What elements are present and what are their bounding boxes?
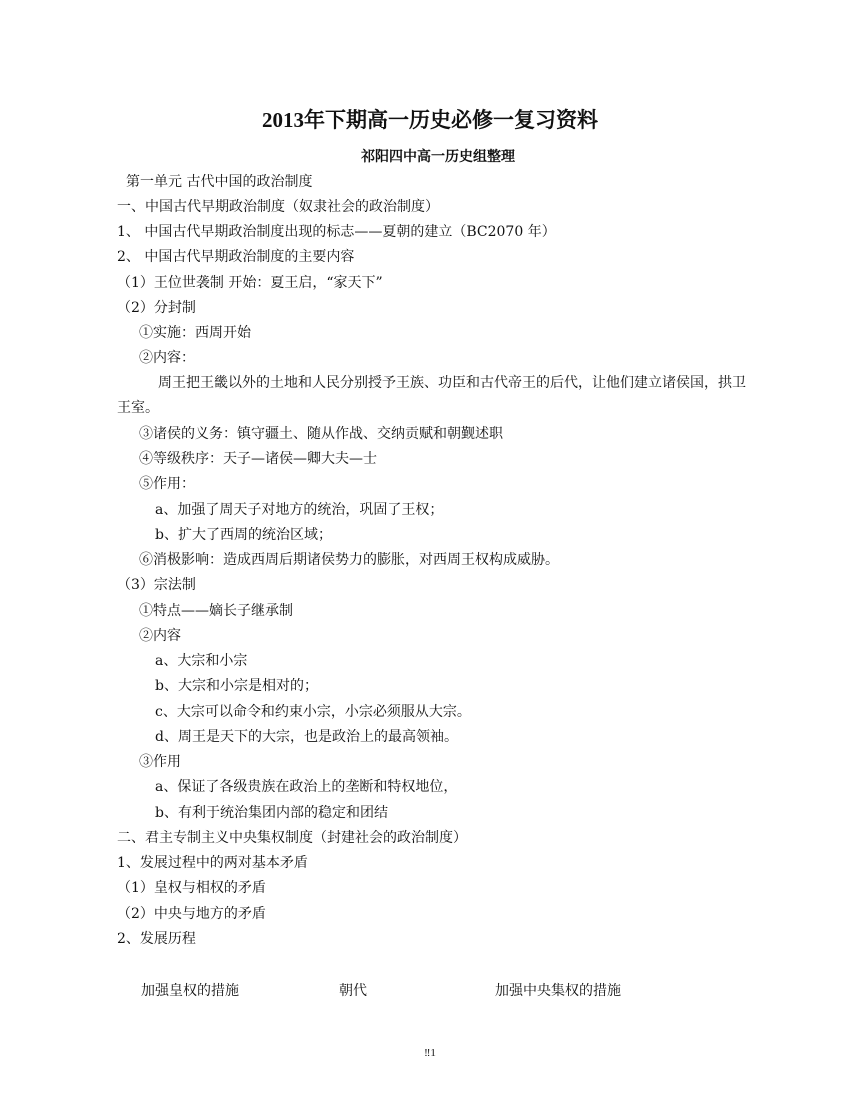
text-line: 1、发展过程中的两对基本矛盾 (117, 855, 308, 871)
text-line: ③诸侯的义务：镇守疆土、随从作战、交纳贡赋和朝觐述职 (139, 426, 503, 442)
text-line: （2）中央与地方的矛盾 (117, 906, 266, 922)
text-line: ③作用 (139, 754, 181, 770)
text-line: （1）王位世袭制 开始：夏王启，“家天下” (117, 275, 383, 291)
text-line: d、周王是天下的大宗，也是政治上的最高领袖。 (155, 729, 458, 745)
section-heading: 二、君主专制主义中央集权制度（封建社会的政治制度） (117, 830, 467, 846)
document-subtitle: 祁阳四中高一历史组整理 (361, 149, 515, 165)
document-title: 2013年下期高一历史必修一复习资料 (262, 108, 598, 132)
text-line: ②内容： (139, 350, 195, 366)
text-line: a、保证了各级贵族在政治上的垄断和特权地位， (155, 779, 458, 795)
text-line: b、扩大了西周的统治区域； (155, 527, 332, 543)
text-line: c、大宗可以命令和约束小宗，小宗必须服从大宗。 (155, 704, 471, 720)
text-line: b、大宗和小宗是相对的； (155, 678, 318, 694)
text-line: ②内容 (139, 628, 181, 644)
text-line: （1）皇权与相权的矛盾 (117, 880, 266, 896)
text-line: a、加强了周天子对地方的统治，巩固了王权； (155, 502, 444, 518)
page-number: ‼1 (424, 1047, 436, 1059)
text-line: b、有利于统治集团内部的稳定和团结 (155, 805, 388, 821)
text-line: （2）分封制 (117, 300, 196, 316)
text-line: a、大宗和小宗 (155, 653, 248, 669)
table-header-cell: 加强中央集权的措施 (495, 983, 621, 999)
table-header-cell: 加强皇权的措施 (141, 983, 239, 999)
text-line: （3）宗法制 (117, 577, 196, 593)
text-line: 2、发展历程 (117, 931, 196, 947)
text-line: 2、 中国古代早期政治制度的主要内容 (117, 249, 355, 265)
text-line: 1、 中国古代早期政治制度出现的标志——夏朝的建立（BC2070 年） (117, 224, 556, 240)
text-line: ⑤作用： (139, 476, 195, 492)
text-line: ⑥消极影响：造成西周后期诸侯势力的膨胀，对西周王权构成威胁。 (139, 552, 559, 568)
text-line: ①实施：西周开始 (139, 325, 251, 341)
table-header-cell: 朝代 (339, 983, 367, 999)
paragraph: 周王把王畿以外的土地和人民分别授予王族、功臣和古代帝王的后代，让他们建立诸侯国，拱卫王室。 (117, 375, 746, 416)
section-heading: 一、中国古代早期政治制度（奴隶社会的政治制度） (117, 199, 439, 215)
text-line: ④等级秩序：天子—诸侯—卿大夫—士 (139, 451, 377, 467)
text-line: ①特点——嫡长子继承制 (139, 603, 293, 619)
unit-heading: 第一单元 古代中国的政治制度 (126, 174, 313, 190)
